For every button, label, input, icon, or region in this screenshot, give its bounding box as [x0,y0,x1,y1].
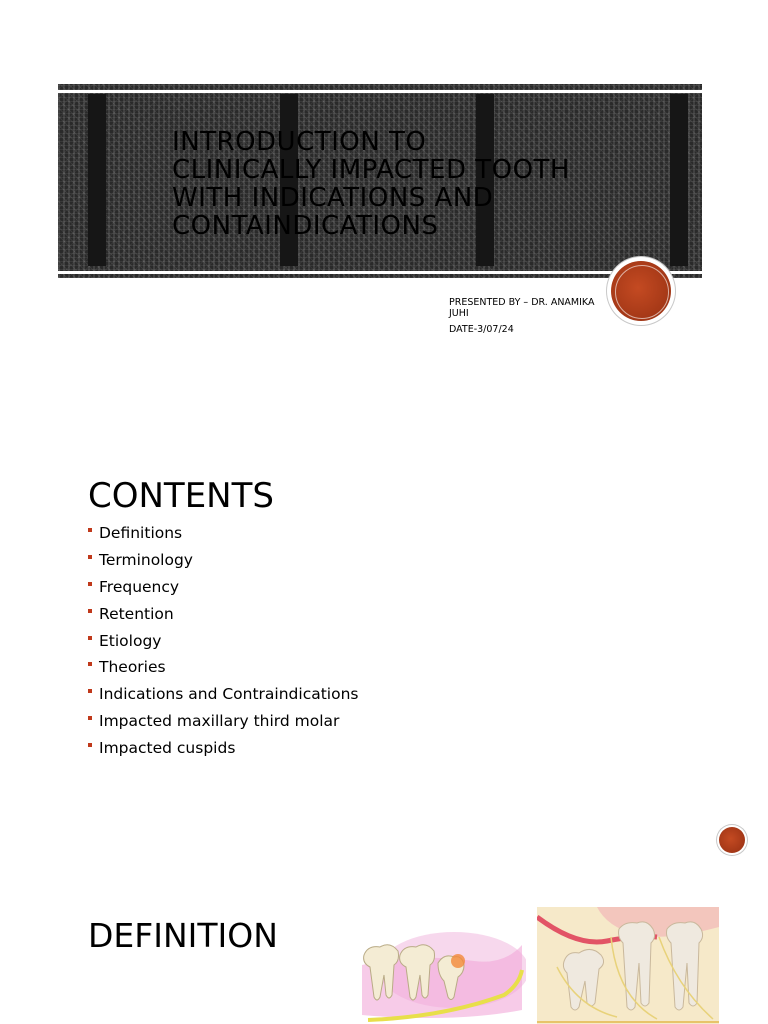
banner-band [88,94,106,266]
third-molar-illustration [537,907,719,1024]
list-item [88,576,358,603]
banner-top-stripe [58,90,702,93]
definition-heading: DEFINITION [88,916,278,955]
banner-bottom-stripe [58,271,702,274]
title-slide [0,0,768,400]
bullet-icon [88,528,92,532]
list-item [88,549,358,576]
list-item-label: Etiology [99,631,162,650]
list-item [88,683,358,710]
list-item-label: Impacted maxillary third molar [99,712,340,731]
bullet-icon [88,555,92,559]
list-item [88,603,358,630]
impacted-molar-illustration [354,925,526,1024]
list-item [88,630,358,657]
bullet-icon [88,743,92,747]
list-item [88,522,358,549]
bullet-icon [88,662,92,666]
bullet-icon [88,636,92,640]
bullet-icon [88,689,92,693]
contents-heading: CONTENTS [88,476,274,516]
bullet-icon [88,716,92,720]
bullet-icon [88,609,92,613]
decorative-circle [607,257,675,325]
bullet-icon [88,582,92,586]
presenter-text: PRESENTED BY – DR. ANAMIKA JUHI [449,297,595,319]
contents-slide [0,400,768,870]
list-item-label: Theories [99,658,166,677]
list-item-label: Frequency [99,577,180,596]
banner-band [670,94,688,266]
contents-list [88,522,358,764]
list-item-label: Impacted cuspids [99,739,236,758]
list-item [88,710,358,737]
list-item-label: Retention [99,604,174,623]
definition-slide [0,870,768,1024]
decorative-circle [717,825,747,855]
list-item-label: Terminology [99,550,193,569]
list-item [88,737,358,764]
list-item [88,656,358,683]
date-text: DATE-3/07/24 [449,324,514,335]
list-item-label: Indications and Contraindications [99,685,359,704]
list-item-label: Definitions [99,524,183,542]
slide-title: INTRODUCTION TO CLINICALLY IMPACTED TOOTH WITH INDICATIONS AND CONTAINDICATIONS [172,127,570,241]
